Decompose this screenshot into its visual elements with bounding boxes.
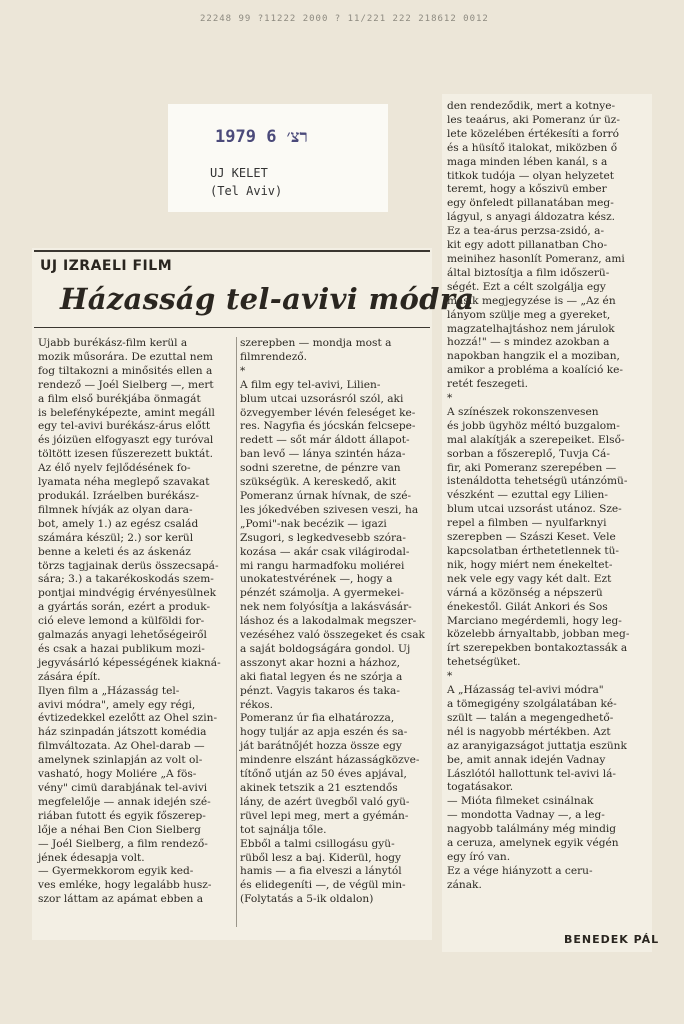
headline-rule xyxy=(34,327,430,328)
kicker: UJ IZRAELI FILM xyxy=(40,258,173,274)
article-column-3: den rendeződik, mert a kotnye- les teaárus, aki Pomeranz úr üz- lete közelében értékesíti a forró és a hüsítő italokat, miközben ő maga minden lében kanál, s a titkok tudója — olyan helyzetet teremt, hogy a kőszivü ember egy önfeledt pillanatában meg- lágyul, s anyagi áldozatra kész. Ez a tea-árus perzsa-zsidó, a- kit egy adott pillanatban Cho- meinihez hasonlít Pomeranz, ami által biztosítja a film időszerü- ségét. Ezt a célt szolgálja egy másik megjegyzése is — „Az én lányom szülje meg a gyereket, magzatelhajtáshoz nem járulok hozzá!" — s mindez azokban a napokban hangzik el a moziban, amikor a probléma a koalíció ke- retét feszegeti. * A színészek rokonszenvesen és jobb ügyhöz méltó buzgalom- mal alakítják a szerepeiket. Első- sorban a főszereplő, Tuvja Cá- fir, aki Pomeranz szerepében — istenáldotta tehetségü utánzómü- vészként — ezuttal egy Lilien- blum utcai uzsorást utánoz. Sze- repel a filmben — nyulfarknyi szerepben — Szászi Keset. Vele kapcsolatban érthetetlennek tü- nik, hogy miért nem énekeltet- nek vele egy vagy két dalt. Ezt várná a közönség a népszerü énekestől. Gilát Ankori és Sos Marciano megérdemli, hogy leg- közelebb árnyaltabb, jobban meg- írt szerepekben bontakoztassák a tehetségüket. * A „Házasság tel-avivi módra" a tömegigény szolgálatában ké- szült — talán a megengedhető- nél is nagyobb mértékben. Azt az aranyigazságot juttatja eszünk be, amit annak idején Vadnay Lászlótól hallottunk tel-avivi lá- togatásakor. — Mióta filmeket csinálnak — mondotta Vadnay —, a leg- nagyobb találmány még mindig a ceruza, amelynek egyik végén egy író van. Ez a vége hiányzott a ceru- zának. xyxy=(447,100,630,891)
headline: Házasság tel-avivi módra xyxy=(60,282,475,316)
header-strip: 22248 99 ?11222 2000 ? 11/221 222 218612 0012 xyxy=(200,14,489,24)
source-name: UJ KELET xyxy=(210,166,268,180)
byline: BENEDEK PÁL xyxy=(564,933,660,946)
column-divider xyxy=(236,337,237,927)
source-city: (Tel Aviv) xyxy=(210,184,283,198)
top-rule xyxy=(34,250,430,252)
article-column-2: szerepben — mondja most a filmrendező. * A film egy tel-avivi, Lilien- blum utcai uzsorásról szól, aki özvegyember lévén feleséget ke- res. Nagyfia és jócskán felcsepe- redett — sőt már áldott állapot- ban levő — lánya szintén háza- sodni szeretne, de pénzre van szükségük. A kereskedő, akit Pomeranz úrnak hívnak, de szé- les jókedvében szivesen veszi, ha „Pomi"-nak becézik — igazi Zsugori, s legkedvesebb szóra- kozása — akár csak világirodal- mi rangu harmadfoku moliérei unokatestvérének —, hogy a pénzét számolja. A gyermekei- nek nem folyósítja a lakásvásár- láshoz és a lakodalmak megszer- vezéséhez való összegeket és csak a saját boldogságára gondol. Uj asszonyt akar hozni a házhoz, aki fiatal legyen és ne szórja a pénzt. Vagyis takaros és taka- rékos. Pomeranz úr fia elhatározza, hogy tuljár az apja eszén és sa- ját barátnőjét hozza össze egy mindenre elszánt házasságközve- títőnő utján az 50 éves apjával, akinek tetszik a 21 esztendős lány, de azért üvegből való gyü- rüvel lepi meg, mert a gyémán- tot sajnálja tőle. Ebből a talmi csillogásu gyü- rüből lesz a baj. Kiderül, hogy hamis — a fia elveszi a lánytól és elidegeníti —, de végül min- (Folytatás a 5-ik oldalon) xyxy=(240,337,425,906)
clipping-date: 1979 רצ׳ 6 xyxy=(215,127,308,147)
article-column-1: Ujabb burékász-film kerül a mozik műsorára. De ezuttal nem fog tiltakozni a minősités ellen a rendező — Joél Sielberg —, mert a film első burékjába önmagát is belefényképezte, amint megáll egy tel-avivi burékász-árus előtt és jóizüen elfogyaszt egy turóval töltött izesen fűszerezett buktát. Az élő nyelv fejlődésének fo- lyamata néha meglepő szavakat produkál. Izráelben burékász- filmnek hívják az olyan dara- bot, amely 1.) az egész család számára készül; 2.) sor kerül benne a keleti és az áskenáz törzs tagjainak derüs összecsapá- sára; 3.) a takarékoskodás szem- pontjai mindvégig érvényesülnek a gyártás során, ezért a produk- ció eleve lemond a külföldi for- galmazás anyagi lehetőségeiről és csak a hazai publikum mozi- jegyvásárló képességének kiakná- zására épít. Ilyen film a „Házasság tel- avivi módra", amely egy régi, évtizedekkel ezelőtt az Ohel szin- ház szinpadán játszott komédia filmváltozata. Az Ohel-darab — amelynek szinlapján az volt ol- vasható, hogy Moliére „A fös- vény" cimü darabjának tel-avivi megfelelője — annak idején szé- riában futott és egyik főszerep- lője a néhai Ben Cion Sielberg — Joél Sielberg, a film rendező- jének édesapja volt. — Gyermekkorom egyik ked- ves emléke, hogy legalább husz- szor láttam az apámat ebben a xyxy=(38,337,221,906)
